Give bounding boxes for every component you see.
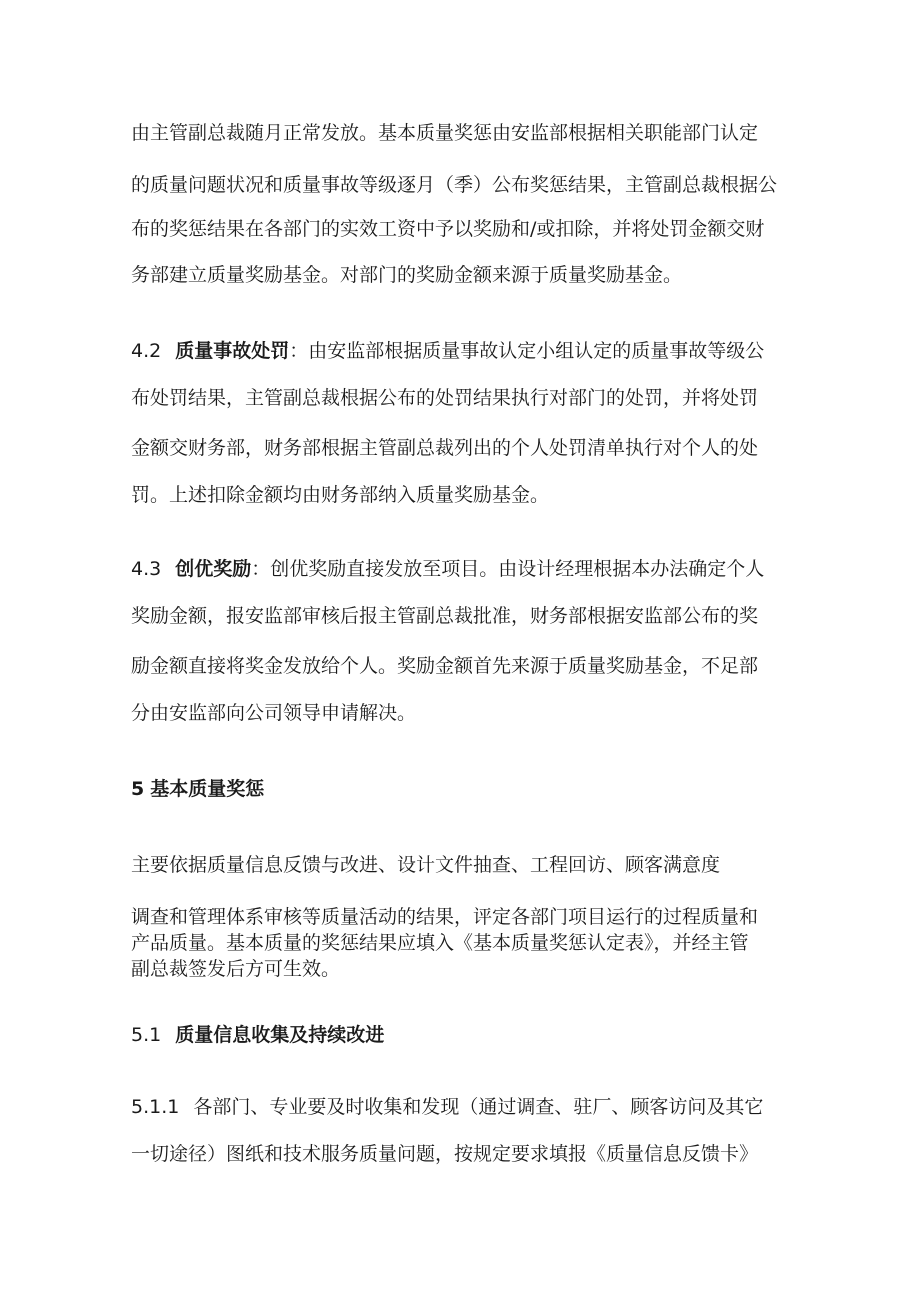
text: 产品质量。基本质量的奖惩结果应填入《基本质量奖惩认定表》，并经主管	[131, 932, 749, 954]
text: 布处罚结果，主管副总裁根据公布的处罚结果执行对部门的处罚，并将处罚	[131, 387, 759, 409]
paragraph-line	[131, 700, 791, 728]
section-number: 4.2	[131, 340, 162, 362]
paragraph-line	[131, 120, 791, 148]
paragraph-line	[131, 904, 791, 932]
paragraph-line	[131, 653, 791, 681]
section-title: 质量事故处罚	[175, 340, 290, 362]
paragraph-line	[131, 930, 791, 958]
paragraph-line	[131, 216, 791, 244]
paragraph-line	[131, 852, 791, 880]
paragraph-line	[131, 482, 791, 510]
section-title: 创优奖励	[175, 558, 252, 580]
text: 奖励金额，报安监部审核后报主管副总裁批准，财务部根据安监部公布的奖	[131, 605, 759, 627]
text: 分由安监部向公司领导申请解决。	[131, 702, 417, 724]
text: 主要依据质量信息反馈与改进、设计文件抽查、工程回访、顾客满意度	[131, 854, 721, 876]
text: 调查和管理体系审核等质量活动的结果，评定各部门项目运行的过程质量和	[131, 906, 759, 928]
text: 一切途径）图纸和技术服务质量问题，按规定要求填报《质量信息反馈卡》	[131, 1143, 759, 1165]
text: 副总裁签发后方可生效。	[131, 958, 341, 980]
section-number: 4.3	[131, 558, 162, 580]
section-4-3-heading-line	[131, 556, 791, 584]
paragraph-line	[131, 1141, 791, 1169]
text: 金额交财务部，财务部根据主管副总裁列出的个人处罚清单执行对个人的处	[131, 437, 759, 459]
text: 的质量问题状况和质量事故等级逐月（季）公布奖惩结果，主管副总裁根据公	[131, 174, 778, 196]
paragraph-line	[131, 435, 791, 463]
section-5-1-1-line	[131, 1094, 791, 1122]
section-5-1-heading	[131, 1022, 791, 1050]
section-title: 质量信息收集及持续改进	[175, 1024, 385, 1046]
paragraph-line	[131, 262, 791, 290]
section-number: 5	[131, 778, 145, 800]
text: 罚。上述扣除金额均由财务部纳入质量奖励基金。	[131, 484, 550, 506]
paragraph-line	[131, 172, 791, 200]
text: 励金额直接将奖金发放给个人。奖励金额首先来源于质量奖励基金，不足部	[131, 655, 759, 677]
paragraph-line	[131, 603, 791, 631]
paragraph-line	[131, 956, 791, 984]
text: 由主管副总裁随月正常发放。基本质量奖惩由安监部根据相关职能部门认定	[131, 122, 759, 144]
text: ：由安监部根据质量事故认定小组认定的质量事故等级公	[289, 340, 765, 362]
section-title: 基本质量奖惩	[150, 778, 265, 800]
text: ：创优奖励直接发放至项目。由设计经理根据本办法确定个人	[251, 558, 765, 580]
text: 各部门、专业要及时收集和发现（通过调查、驻厂、顾客访问及其它	[193, 1096, 764, 1118]
section-number: 5.1.1	[131, 1096, 180, 1118]
text: 布的奖惩结果在各部门的实效工资中予以奖励和/或扣除，并将处罚金额交财	[131, 218, 765, 240]
section-5-heading	[131, 776, 791, 804]
section-number: 5.1	[131, 1024, 162, 1046]
section-4-2-heading-line	[131, 338, 791, 366]
text: 务部建立质量奖励基金。对部门的奖励金额来源于质量奖励基金。	[131, 264, 683, 286]
paragraph-line	[131, 385, 791, 413]
